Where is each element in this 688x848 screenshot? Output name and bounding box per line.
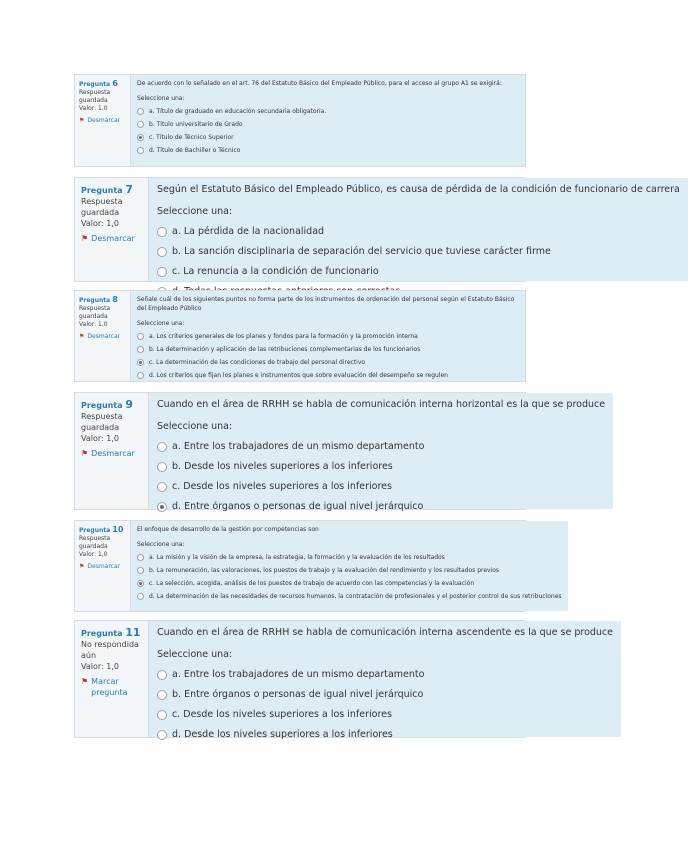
answer-option[interactable]: a. Entre los trabajadores de un mismo departamento bbox=[157, 669, 613, 681]
answer-radio[interactable] bbox=[157, 442, 167, 452]
flag-icon: ⚑ bbox=[81, 677, 89, 686]
answer-radio[interactable] bbox=[137, 554, 144, 561]
question-info bbox=[75, 393, 149, 509]
question-text: Según el Estatuto Básico del Empleado Público, es causa de pérdida de la condición de funcionario de carrera bbox=[157, 184, 680, 195]
question-content bbox=[131, 521, 568, 611]
flag-question-link[interactable]: ⚑ Desmarcar bbox=[79, 333, 121, 340]
question-number: Pregunta 6 bbox=[79, 78, 118, 88]
question-info bbox=[75, 291, 131, 381]
answer-prompt: Seleccione una: bbox=[137, 541, 185, 548]
flag-icon: ⚑ bbox=[79, 333, 85, 340]
question-info bbox=[75, 75, 131, 166]
flag-question-link[interactable]: ⚑ Marcar pregunta bbox=[81, 677, 128, 697]
question-info bbox=[75, 521, 131, 611]
question-state: Respuesta guardada bbox=[79, 305, 111, 320]
answer-option[interactable]: d. Desde los niveles superiores a los inferiores bbox=[157, 729, 613, 741]
question-state: Respuesta guardada bbox=[81, 412, 123, 432]
answer-option[interactable]: b. La sanción disciplinaria de separación del servicio que tuviese carácter firme bbox=[157, 246, 680, 258]
question-card bbox=[74, 177, 680, 282]
answer-option[interactable]: a. La misión y la visión de la empresa, la estrategia, la formación y la evaluación de los resultados bbox=[137, 553, 562, 562]
question-grade: Valor: 1,0 bbox=[81, 434, 119, 443]
flag-question-link[interactable]: ⚑ Desmarcar bbox=[81, 234, 135, 243]
question-grade: Valor: 1,0 bbox=[81, 219, 119, 228]
answer-radio[interactable] bbox=[137, 593, 144, 600]
question-state: Respuesta guardada bbox=[81, 197, 123, 217]
flag-question-link[interactable]: ⚑ Desmarcar bbox=[81, 449, 135, 458]
question-text: Señale cuál de los siguientes puntos no forma parte de los instrumentos de ordenación del personal según el Estatuto Básico del Empleado Público bbox=[137, 296, 515, 312]
question-number: Pregunta 7 bbox=[81, 183, 133, 196]
answer-option[interactable]: b. Título universitario de Grado bbox=[137, 120, 519, 129]
answer-option[interactable]: c. Desde los niveles superiores a los inferiores bbox=[157, 709, 613, 721]
flag-icon: ⚑ bbox=[81, 234, 89, 243]
question-content bbox=[149, 393, 613, 512]
flag-icon: ⚑ bbox=[81, 449, 89, 458]
answer-radio-selected[interactable] bbox=[137, 359, 144, 366]
question-grade: Valor: 1,0 bbox=[79, 551, 108, 558]
answer-option[interactable]: c. Título de Técnico Superior bbox=[137, 133, 519, 142]
answer-radio[interactable] bbox=[157, 227, 167, 237]
answer-radio[interactable] bbox=[157, 267, 167, 277]
answer-option[interactable]: b. Entre órganos o personas de igual nivel jerárquico bbox=[157, 689, 613, 701]
answer-radio[interactable] bbox=[157, 670, 167, 680]
answer-option[interactable]: b. La remuneración, las valoraciones, los puestos de trabajo y la evaluación del rendimiento y los resultados previos bbox=[137, 566, 562, 575]
question-state: No respondida aún bbox=[81, 640, 139, 660]
answer-prompt: Seleccione una: bbox=[137, 320, 185, 327]
question-content bbox=[149, 178, 688, 281]
answer-radio[interactable] bbox=[157, 462, 167, 472]
question-card bbox=[74, 520, 562, 612]
answer-radio[interactable] bbox=[137, 108, 144, 115]
answer-prompt: Seleccione una: bbox=[157, 206, 233, 217]
answer-option[interactable]: d. Entre órganos o personas de igual nivel jerárquico bbox=[157, 501, 605, 513]
answer-option[interactable]: c. La selección, acogida, análisis de los puestos de trabajo de acuerdo con las competencias y la evaluación bbox=[137, 579, 562, 588]
answer-prompt: Seleccione una: bbox=[137, 95, 185, 102]
answer-option[interactable]: b. Desde los niveles superiores a los inferiores bbox=[157, 461, 605, 473]
answer-radio[interactable] bbox=[137, 147, 144, 154]
answer-option[interactable]: c. La determinación de las condiciones de trabajo del personal directivo bbox=[137, 358, 519, 367]
answer-radio-selected[interactable] bbox=[137, 134, 144, 141]
question-text: De acuerdo con lo señalado en el art. 76 del Estatuto Básico del Empleado Público, para el acceso al grupo A1 se exigirá: bbox=[137, 80, 502, 87]
answer-prompt: Seleccione una: bbox=[157, 421, 233, 432]
flag-question-link[interactable]: ⚑ Desmarcar bbox=[79, 563, 121, 570]
question-grade: Valor: 1,0 bbox=[81, 662, 119, 671]
answer-option[interactable]: d. Título de Bachiller o Técnico bbox=[137, 146, 519, 155]
answer-radio-selected[interactable] bbox=[137, 580, 144, 587]
answer-option[interactable]: a. Título de graduado en educación secundaria obligatoria. bbox=[137, 107, 519, 116]
question-info bbox=[75, 178, 149, 281]
question-card bbox=[74, 74, 526, 167]
answer-radio[interactable] bbox=[137, 346, 144, 353]
question-content bbox=[149, 621, 621, 740]
answer-radio[interactable] bbox=[157, 247, 167, 257]
question-card bbox=[74, 290, 526, 382]
flag-question-link[interactable]: ⚑ Desmarcar bbox=[79, 117, 121, 124]
answer-option[interactable]: a. Los criterios generales de los planes y fondos para la formación y la promoción interna bbox=[137, 332, 519, 341]
flag-icon: ⚑ bbox=[79, 117, 85, 124]
question-text: El enfoque de desarrollo de la gestión por competencias son bbox=[137, 526, 319, 533]
question-grade: Valor: 1,0 bbox=[79, 105, 108, 112]
flag-icon: ⚑ bbox=[79, 563, 85, 570]
answer-radio[interactable] bbox=[157, 482, 167, 492]
question-state: Respuesta guardada bbox=[79, 89, 111, 104]
question-text: Cuando en el área de RRHH se habla de comunicación interna horizontal es la que se produce bbox=[157, 399, 606, 410]
question-number: Pregunta 11 bbox=[81, 626, 141, 639]
question-text: Cuando en el área de RRHH se habla de comunicación interna ascendente es la que se produce bbox=[157, 627, 614, 638]
answer-option[interactable]: a. La pérdida de la nacionalidad bbox=[157, 226, 680, 238]
answer-radio[interactable] bbox=[157, 730, 167, 740]
answer-option[interactable]: d. La determinación de las necesidades de recursos humanos, la contratación de profesionales y el posterior control de sus retribuciones bbox=[137, 592, 562, 601]
answer-option[interactable]: b. La determinación y aplicación de las retribuciones complementarias de los funcionarios bbox=[137, 345, 519, 354]
question-content bbox=[131, 291, 525, 381]
answer-radio[interactable] bbox=[137, 372, 144, 379]
question-card bbox=[74, 392, 606, 512]
answer-radio[interactable] bbox=[137, 121, 144, 128]
answer-radio[interactable] bbox=[137, 333, 144, 340]
answer-radio-selected[interactable] bbox=[157, 502, 167, 512]
answer-radio[interactable] bbox=[157, 710, 167, 720]
question-number: Pregunta 8 bbox=[79, 294, 118, 304]
answer-prompt: Seleccione una: bbox=[157, 649, 233, 660]
question-number: Pregunta 10 bbox=[79, 524, 124, 534]
question-number: Pregunta 9 bbox=[81, 398, 133, 411]
question-state: Respuesta guardada bbox=[79, 535, 111, 550]
answer-option[interactable]: d. Los criterios que fijan los planes e instrumentos que sobre evaluación del desempeño se regulen bbox=[137, 371, 519, 380]
answer-option[interactable]: a. Entre los trabajadores de un mismo departamento bbox=[157, 441, 605, 453]
question-card bbox=[74, 620, 614, 740]
answer-radio[interactable] bbox=[157, 690, 167, 700]
answer-option[interactable]: c. La renuncia a la condición de funcionario bbox=[157, 266, 680, 278]
answer-option[interactable]: c. Desde los niveles superiores a los inferiores bbox=[157, 481, 605, 493]
question-content bbox=[131, 75, 525, 166]
question-info bbox=[75, 621, 149, 737]
answer-radio[interactable] bbox=[137, 567, 144, 574]
question-grade: Valor: 1,0 bbox=[79, 321, 108, 328]
